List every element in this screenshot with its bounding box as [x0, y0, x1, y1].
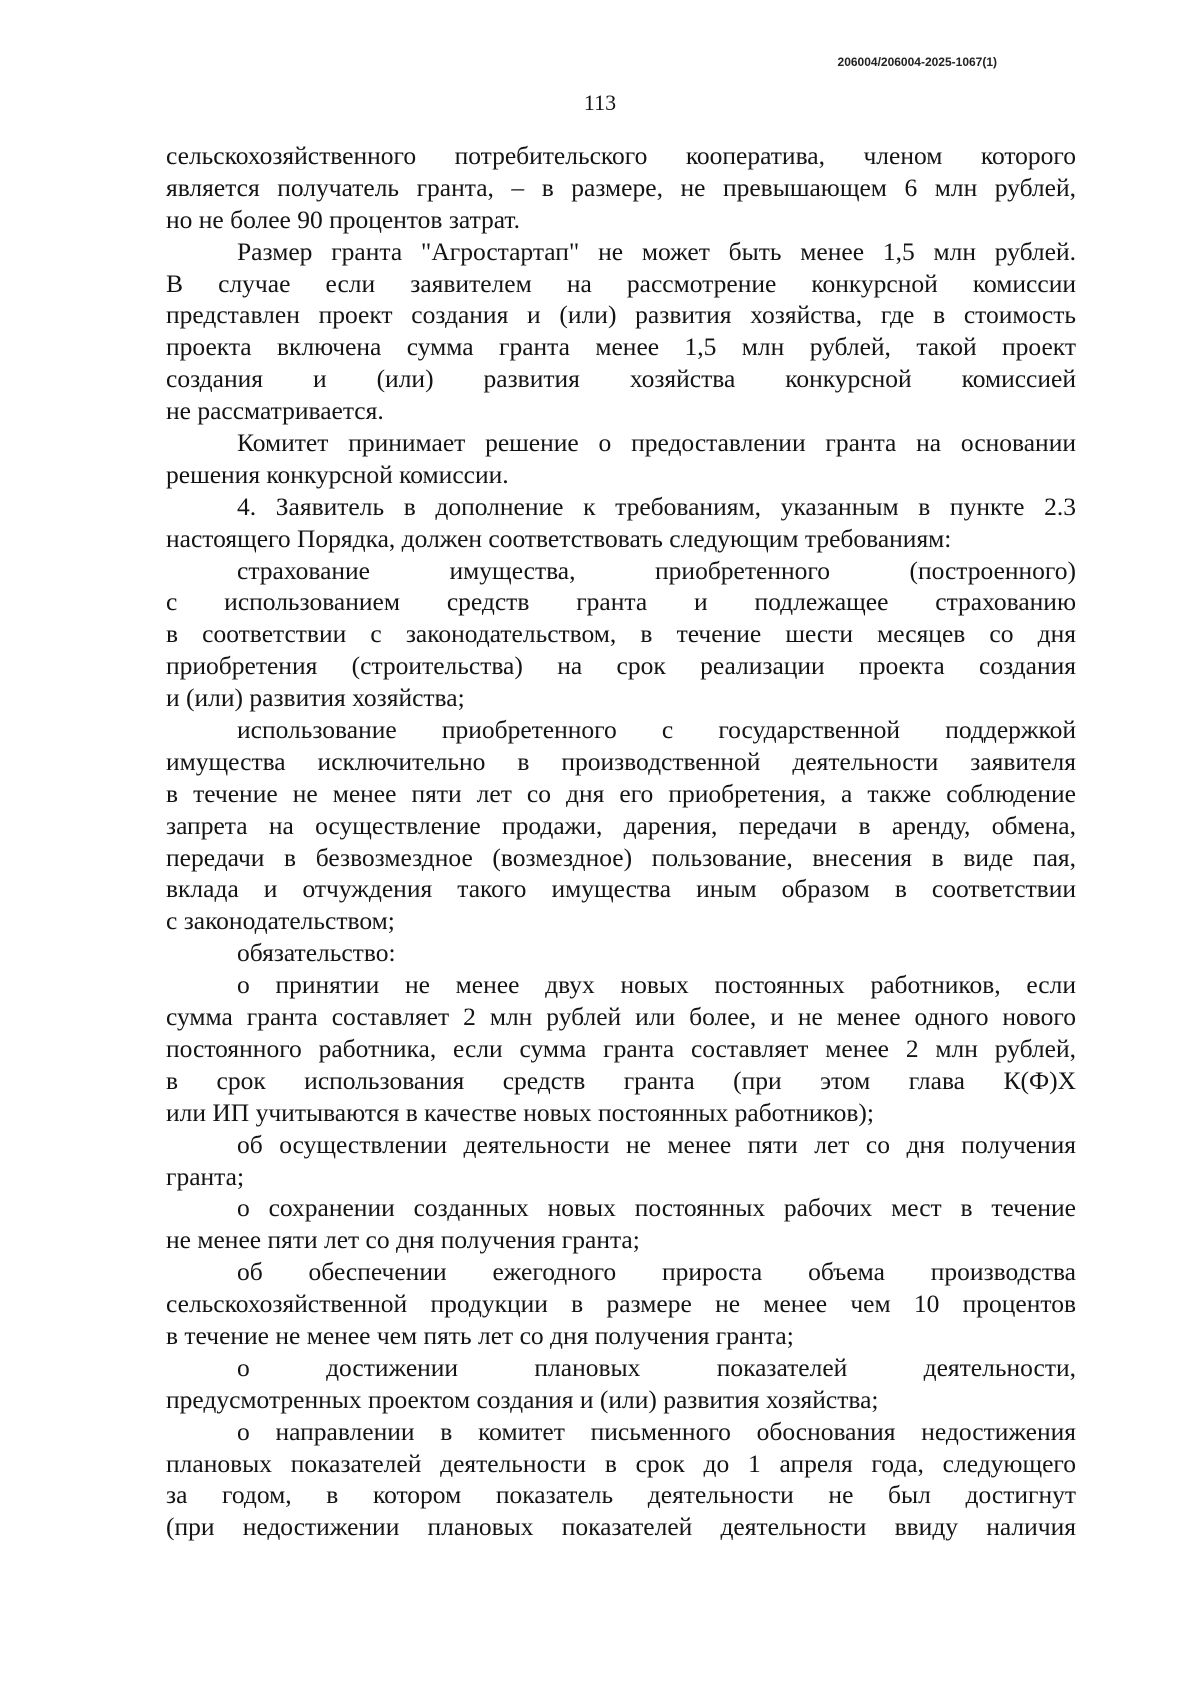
text-line: о принятии не менее двух новых постоянных работников, если: [237, 970, 1076, 1000]
text-line: использование приобретенного с государственной поддержкой: [237, 715, 1076, 745]
document-body-text: [166, 140, 1076, 1543]
text-line: за годом, в котором показатель деятельности не был достигнут: [166, 1480, 1076, 1510]
text-line: страхование имущества, приобретенного (построенного): [237, 555, 1076, 585]
text-line: о достижении плановых показателей деятельности,: [237, 1352, 1076, 1382]
text-line: постоянного работника, если сумма гранта составляет менее 2 млн рублей,: [166, 1033, 1076, 1063]
text-line: приобретения (строительства) на срок реализации проекта создания: [166, 651, 1076, 681]
text-line: В случае если заявителем на рассмотрение конкурсной комиссии: [166, 268, 1076, 298]
text-line: в течение не менее чем пять лет со дня получения гранта;: [166, 1320, 794, 1350]
text-line: с использованием средств гранта и подлежащее страхованию: [166, 587, 1076, 617]
text-line: о сохранении созданных новых постоянных рабочих мест в течение: [237, 1193, 1076, 1223]
text-line: сумма гранта составляет 2 млн рублей или более, и не менее одного нового: [166, 1002, 1076, 1032]
text-line: передачи в безвозмездное (возмездное) пользование, внесения в виде пая,: [166, 842, 1076, 872]
text-line: о направлении в комитет письменного обоснования недостижения: [237, 1416, 1076, 1446]
text-line: представлен проект создания и (или) развития хозяйства, где в стоимость: [166, 300, 1076, 330]
text-line: запрета на осуществление продажи, дарения, передачи в аренду, обмена,: [166, 810, 1076, 840]
text-line: настоящего Порядка, должен соответствовать следующим требованиям:: [166, 523, 952, 553]
text-line: и (или) развития хозяйства;: [166, 683, 465, 713]
text-line: сельскохозяйственного потребительского кооператива, членом которого: [166, 141, 1076, 170]
text-line: вклада и отчуждения такого имущества иным образом в соответствии: [166, 874, 1076, 904]
text-line: плановых показателей деятельности в срок до 1 апреля года, следующего: [166, 1448, 1076, 1478]
text-line: создания и (или) развития хозяйства конкурсной комиссией: [166, 364, 1076, 394]
text-line: проекта включена сумма гранта менее 1,5 млн рублей, такой проект: [166, 332, 1076, 362]
text-line: предусмотренных проектом создания и (или) развития хозяйства;: [166, 1384, 879, 1414]
text-line: или ИП учитываются в качестве новых постоянных работников);: [166, 1097, 874, 1127]
text-line: гранта;: [166, 1161, 245, 1191]
text-line: не менее пяти лет со дня получения гранта;: [166, 1225, 640, 1255]
document-registration-number: 206004/206004-2025-1067(1): [837, 55, 997, 69]
text-line: обязательство:: [237, 938, 396, 968]
text-line: в срок использования средств гранта (при этом глава К(Ф)Х: [166, 1065, 1076, 1095]
text-line: но не более 90 процентов затрат.: [166, 204, 521, 234]
text-line: об обеспечении ежегодного прироста объема производства: [237, 1257, 1076, 1287]
text-line: сельскохозяйственной продукции в размере не менее чем 10 процентов: [166, 1289, 1076, 1319]
page-number: 113: [583, 90, 617, 115]
text-line: (при недостижении плановых показателей деятельности ввиду наличия: [166, 1512, 1076, 1542]
text-line: не рассматривается.: [166, 396, 384, 426]
text-line: решения конкурсной комиссии.: [166, 459, 509, 489]
text-line: Размер гранта "Агростартап" не может быть менее 1,5 млн рублей.: [237, 236, 1076, 266]
text-line: 4. Заявитель в дополнение к требованиям, указанным в пункте 2.3: [237, 491, 1076, 521]
text-line: в соответствии с законодательством, в течение шести месяцев со дня: [166, 619, 1076, 649]
text-line: имущества исключительно в производственной деятельности заявителя: [166, 746, 1076, 776]
text-line: является получатель гранта, – в размере, не превышающем 6 млн рублей,: [166, 172, 1076, 202]
text-line: Комитет принимает решение о предоставлении гранта на основании: [237, 428, 1076, 458]
text-line: в течение не менее пяти лет со дня его приобретения, а также соблюдение: [166, 778, 1076, 808]
text-line: об осуществлении деятельности не менее пяти лет со дня получения: [237, 1129, 1076, 1159]
text-line: с законодательством;: [166, 906, 395, 936]
